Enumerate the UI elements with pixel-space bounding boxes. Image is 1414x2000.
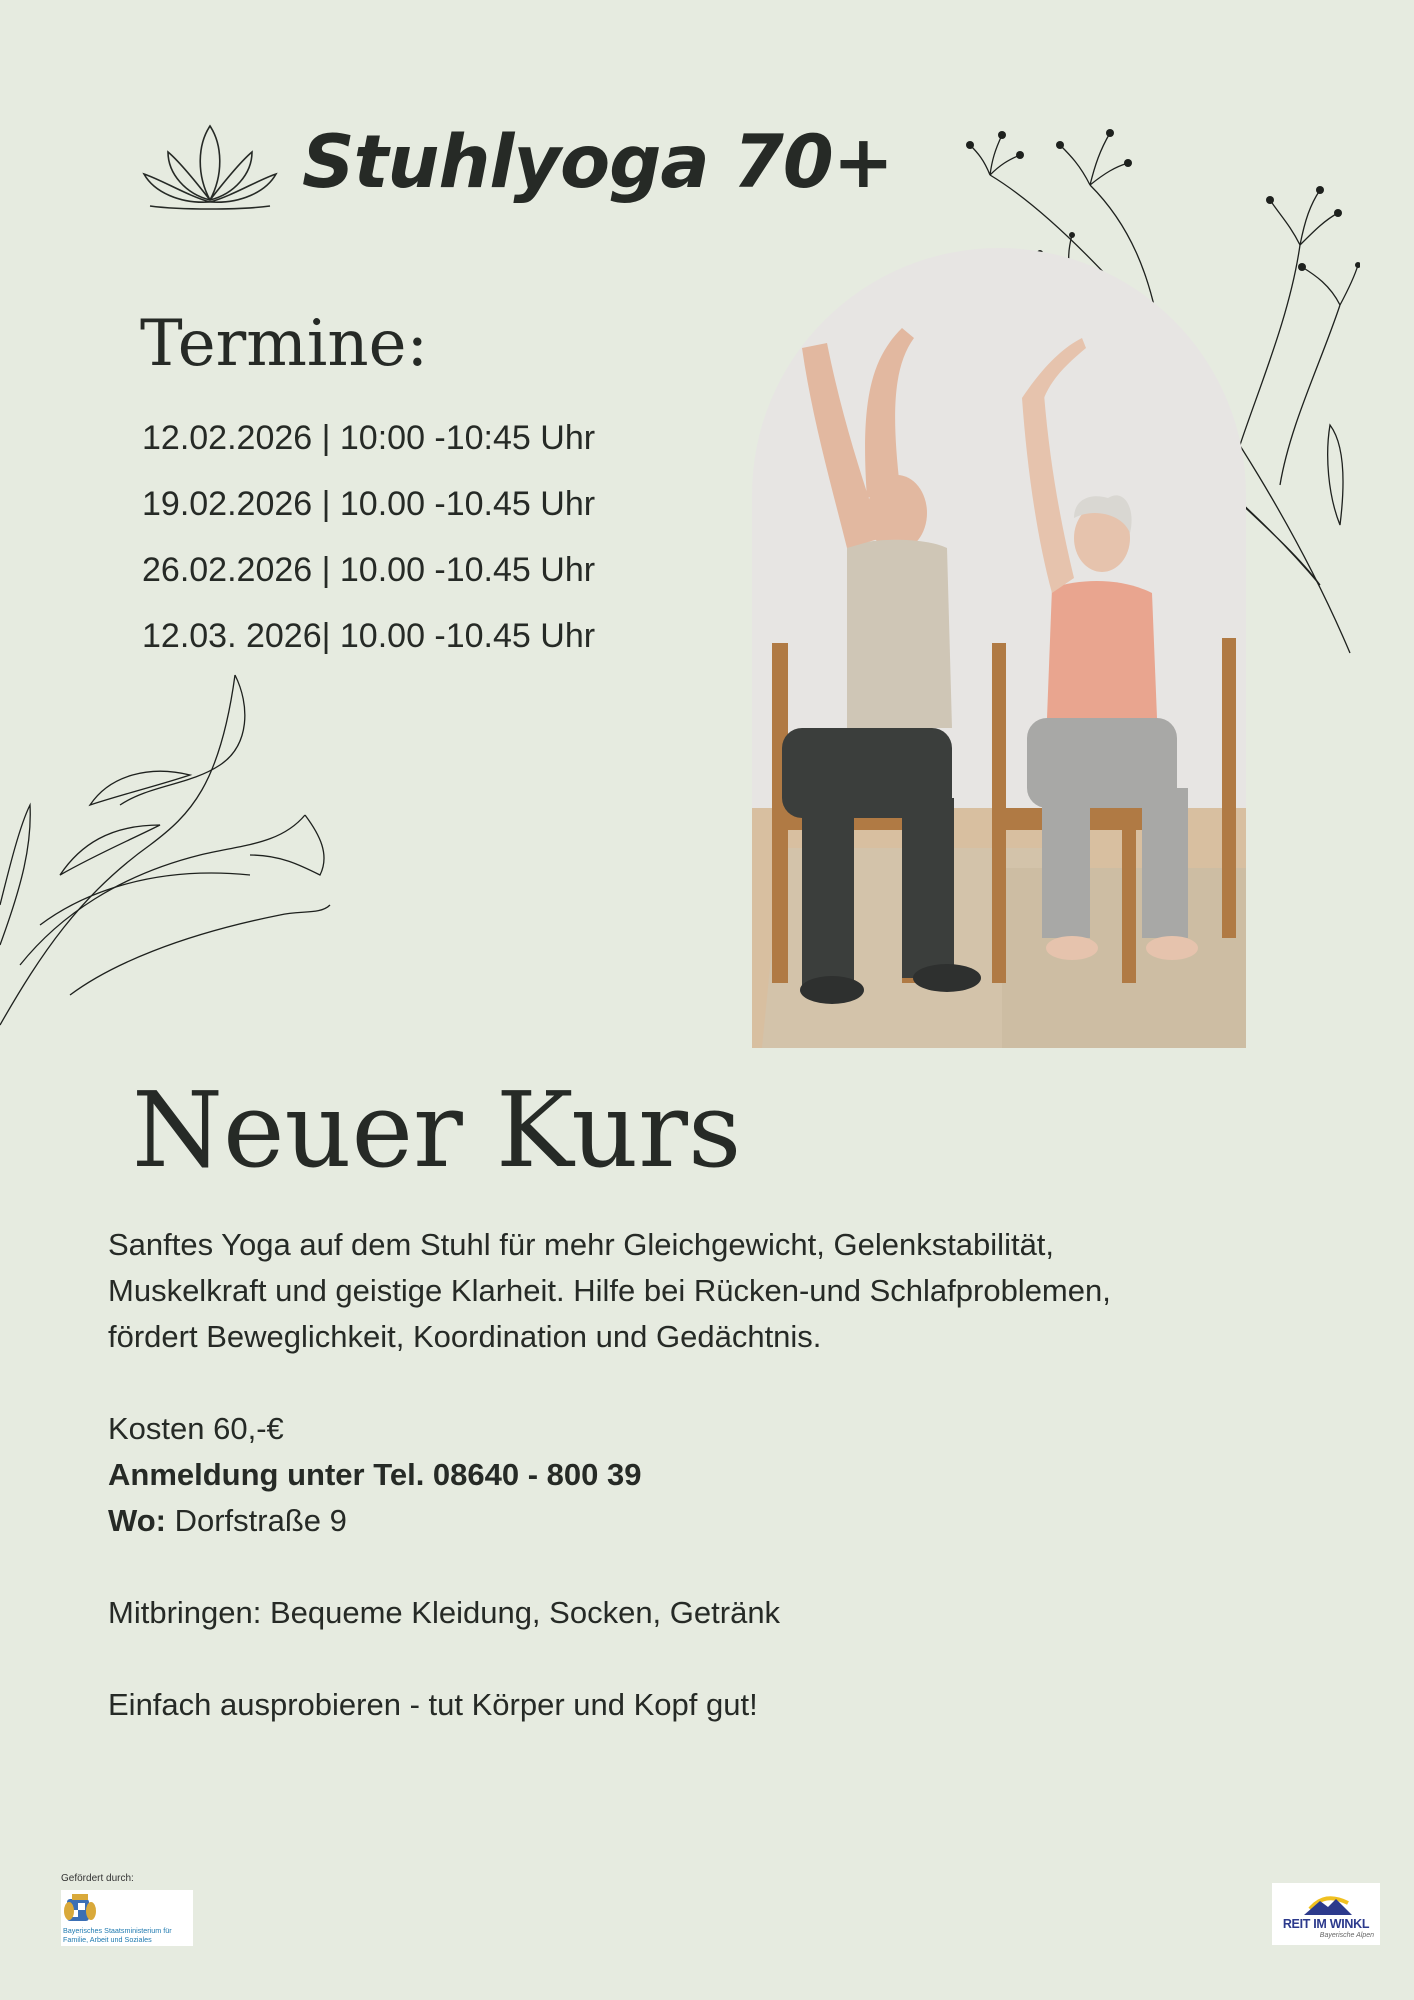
mountain-sun-icon [1302, 1887, 1354, 1917]
date-item: 12.02.2026 | 10:00 -10:45 Uhr [142, 419, 596, 457]
course-bring: Mitbringen: Bequeme Kleidung, Socken, Getränk [108, 1595, 781, 1630]
lotus-icon [140, 122, 280, 210]
course-details [108, 1222, 1168, 1728]
ministry-logo [61, 1890, 193, 1946]
date-item: 19.02.2026 | 10.00 -10.45 Uhr [142, 485, 596, 523]
date-item: 12.03. 2026| 10.00 -10.45 Uhr [142, 617, 596, 655]
reit-im-winkl-subtitle: Bayerische Alpen [1319, 1932, 1374, 1939]
funded-by-label: Gefördert durch: [61, 1873, 134, 1884]
date-item: 26.02.2026 | 10.00 -10.45 Uhr [142, 551, 596, 589]
seniors-chair-yoga-photo [752, 248, 1246, 1048]
course-description: Sanftes Yoga auf dem Stuhl für mehr Gleichgewicht, Gelenkstabilität, Muskelkraft und geistige Klarheit. Hilfe bei Rücken-und Schlafproblemen, fördert Beweglichkeit, Koordination und Gedächtnis. [108, 1227, 1111, 1354]
leaf-illustration-icon [0, 665, 340, 1045]
location-value: Dorfstraße 9 [165, 1503, 347, 1538]
reit-im-winkl-name: REIT IM WINKL [1282, 1917, 1370, 1931]
ministry-name: Bayerisches Staatsministerium für Familie, Arbeit und Soziales [63, 1926, 172, 1944]
course-heading: Neuer Kurs [132, 1069, 742, 1191]
course-location [108, 1498, 1168, 1544]
location-label: Wo: [108, 1503, 166, 1538]
termine-heading: Termine: [140, 307, 428, 381]
reit-im-winkl-logo [1272, 1883, 1380, 1945]
page-title: Stuhlyoga 70+ [302, 120, 893, 205]
course-registration: Anmeldung unter Tel. 08640 - 800 39 [108, 1457, 642, 1492]
course-closing: Einfach ausprobieren - tut Körper und Kopf gut! [108, 1687, 758, 1722]
bavarian-crest-icon [63, 1893, 109, 1923]
course-cost: Kosten 60,-€ [108, 1411, 284, 1446]
dates-list [142, 405, 595, 669]
